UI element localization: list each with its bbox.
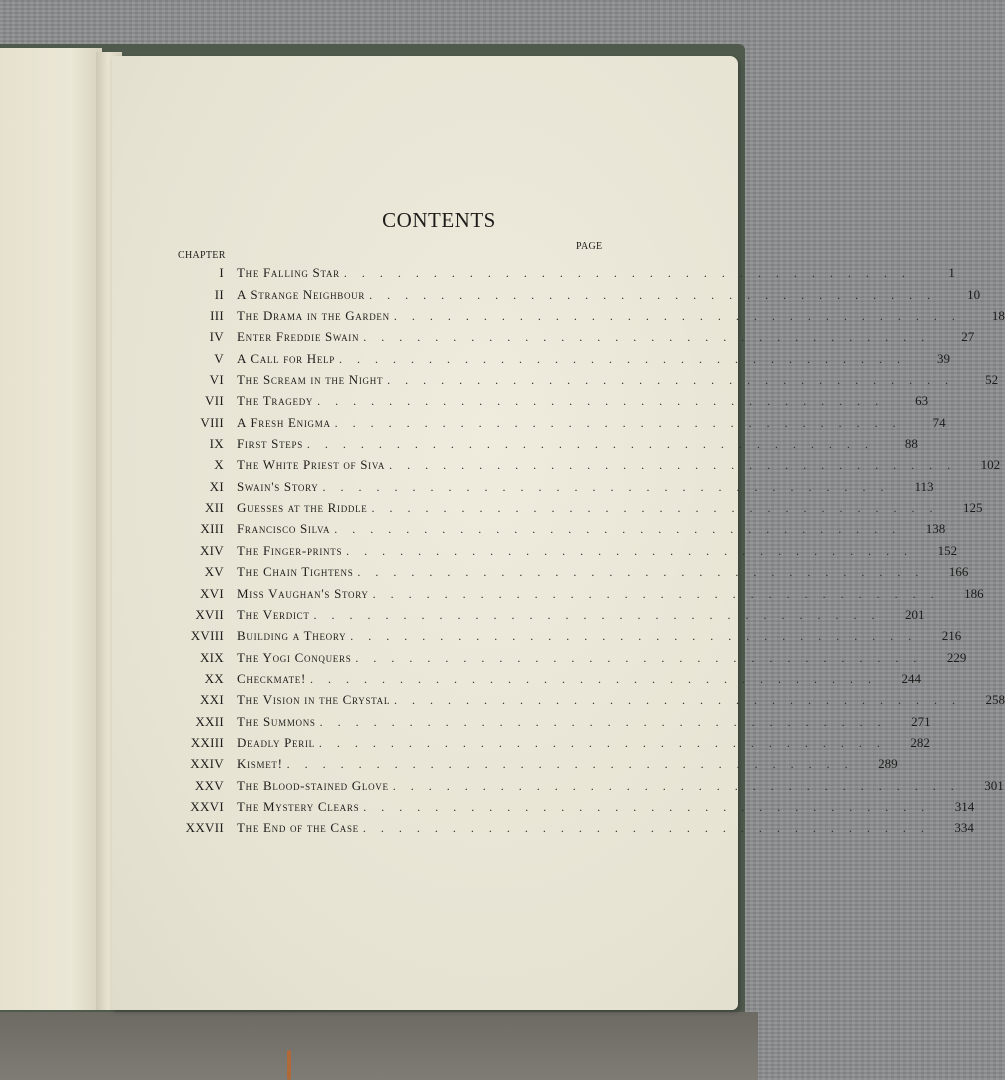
chapter-number: VIII [200,414,224,430]
toc-entry [164,260,955,281]
bookmark-ribbon [287,1050,291,1080]
left-page-edge [0,48,102,1010]
chapter-number: XIX [199,649,224,665]
toc-entry [164,388,929,409]
toc-entry [164,559,969,580]
chapter-number: XXI [199,692,224,708]
page-number: 282 [910,734,930,750]
toc-entry [164,815,974,836]
page-number: 244 [901,670,921,686]
page-number: 63 [915,393,929,409]
dot-leader: . . . . . . . . . . . . . . . . . . . . . . . . . . . . . . . . [393,309,961,324]
toc-entry [164,666,921,687]
chapter-number: VI [209,372,224,388]
dot-leader: . . . . . . . . . . . . . . . . . . . . . . . . . . . . . . . . [338,351,906,366]
page-number: 74 [932,414,946,430]
chapter-number: II [214,286,224,302]
chapter-title: A Fresh Enigma [237,414,331,430]
dot-leader: . . . . . . . . . . . . . . . . . . . . . . . . . . . . . . . . [357,565,925,580]
chapter-number: XX [204,670,224,686]
page-number: 186 [964,585,984,601]
page-number: 113 [914,478,934,494]
toc-entry [164,794,975,815]
chapter-title: Swain's Story [237,478,319,494]
chapter-number: XVI [199,585,224,601]
page-number: 52 [985,372,999,388]
chapter-number: X [214,457,224,473]
page-number: 201 [905,606,925,622]
chapter-number: IV [209,329,224,345]
chapter-title: The Vision in the Crystal [237,692,391,708]
page-number: 258 [985,692,1005,708]
toc-entry [164,281,981,302]
chapter-number: XXIII [190,734,224,750]
dot-leader: . . . . . . . . . . . . . . . . . . . . . . . . . . . . . . . . [334,415,902,430]
page-number: 125 [963,500,983,516]
chapter-number: XXVI [190,798,224,814]
chapter-title: A Call for Help [237,350,335,366]
page-number: 166 [948,564,969,580]
chapter-title: The Finger-prints [237,542,343,558]
dot-leader: . . . . . . . . . . . . . . . . . . . . . . . . . . . . . . . . [346,543,914,558]
chapter-title: Guesses at the Riddle [237,500,368,516]
dot-leader: . . . . . . . . . . . . . . . . . . . . . . . . . . . . . . . . [363,330,931,345]
page-number: 102 [980,457,1001,473]
table-surface [0,1012,758,1080]
page-number: 152 [937,542,958,558]
chapter-title: The Drama in the Garden [237,308,390,324]
contents-page-body [112,56,1005,1010]
page-number: 334 [954,820,974,836]
chapter-number: I [219,265,224,281]
page-title: CONTENTS [382,208,496,232]
page-number: 289 [878,756,898,772]
dot-leader: . . . . . . . . . . . . . . . . . . . . . . . . . . . . . . . . [387,373,955,388]
chapter-title: The Tragedy [237,393,314,409]
dot-leader: . . . . . . . . . . . . . . . . . . . . . . . . . . . . . . . . [363,799,931,814]
dot-leader: . . . . . . . . . . . . . . . . . . . . . . . . . . . . . . . . [350,629,918,644]
chapter-number: IX [209,436,224,452]
dot-leader: . . . . . . . . . . . . . . . . . . . . . . . . . . . . . . . . [322,479,890,494]
dot-leader: . . . . . . . . . . . . . . . . . . . . . . . . . . . . . . . . [355,650,923,665]
chapter-title: Francisco Silva [237,521,331,537]
chapter-title: The White Priest of Siva [237,457,386,473]
toc-entry [164,409,946,430]
chapter-title: Building a Theory [237,628,347,644]
toc-entry [164,431,918,452]
chapter-number: XVII [195,606,224,622]
chapter-title: The Blood-stained Glove [237,777,389,793]
contents-page [112,56,1005,1010]
chapter-title: A Strange Neighbour [237,286,366,302]
chapter-number: XV [204,564,224,580]
toc-entry [164,516,946,537]
toc-entry [164,367,999,388]
toc-entry [164,623,962,644]
page-number: 301 [984,777,1004,793]
chapter-column-header: CHAPTER [178,250,226,261]
page-number: 27 [961,329,975,345]
dot-leader: . . . . . . . . . . . . . . . . . . . . . . . . . . . . . . . . [334,522,902,537]
dot-leader: . . . . . . . . . . . . . . . . . . . . . . . . . . . . . . . . [394,693,962,708]
dot-leader: . . . . . . . . . . . . . . . . . . . . . . . . . . . . . . . . [343,266,911,281]
chapter-number: XIII [200,521,224,537]
toc-entry [164,452,1001,473]
page-number: 18 [991,308,1005,324]
chapter-number: XXII [195,713,224,729]
toc-entry [164,751,898,772]
page-number: 10 [967,286,981,302]
page-number: 1 [948,265,955,281]
dot-leader: . . . . . . . . . . . . . . . . . . . . . . . . . . . . . . . . [371,501,939,516]
chapter-title: The Falling Star [237,265,340,281]
dot-leader: . . . . . . . . . . . . . . . . . . . . . . . . . . . . . . . . [286,757,854,772]
toc-entry [164,687,1005,708]
page-column-header: PAGE [576,241,603,252]
dot-leader: . . . . . . . . . . . . . . . . . . . . . . . . . . . . . . . . [318,735,886,750]
dot-leader: . . . . . . . . . . . . . . . . . . . . . . . . . . . . . . . . [372,586,940,601]
chapter-title: The Mystery Clears [237,798,360,814]
toc-entry [164,730,930,751]
chapter-title: The Chain Tightens [237,564,354,580]
toc-entry [164,772,1004,793]
chapter-title: Kismet! [237,756,283,772]
chapter-number: VII [205,393,224,409]
toc-entry [164,495,983,516]
page-number: 229 [946,649,967,665]
chapter-title: First Steps [237,436,303,452]
toc-entry [164,644,967,665]
table-of-contents [164,260,1005,836]
chapter-number: XXVII [185,820,224,836]
chapter-title: The Summons [237,713,316,729]
toc-entry [164,708,931,729]
chapter-number: XXIV [190,756,224,772]
page-number: 314 [954,798,975,814]
toc-entry [164,324,975,345]
toc-entry [164,580,984,601]
chapter-title: The Yogi Conquers [237,649,352,665]
toc-entry [164,303,1005,324]
toc-entry [164,602,925,623]
page-number: 88 [904,436,918,452]
chapter-title: The End of the Case [237,820,359,836]
chapter-number: XI [209,478,224,494]
dot-leader: . . . . . . . . . . . . . . . . . . . . . . . . . . . . . . . . [317,394,885,409]
chapter-number: III [210,308,224,324]
chapter-title: The Scream in the Night [237,372,384,388]
chapter-title: Miss Vaughan's Story [237,585,369,601]
chapter-number: XXV [194,777,224,793]
page-number: 216 [941,628,962,644]
chapter-title: The Verdict [237,606,310,622]
chapter-title: Checkmate! [237,670,306,686]
dot-leader: . . . . . . . . . . . . . . . . . . . . . . . . . . . . . . . . [313,607,881,622]
dot-leader: . . . . . . . . . . . . . . . . . . . . . . . . . . . . . . . . [362,821,930,836]
chapter-title: Deadly Peril [237,734,315,750]
chapter-title: Enter Freddie Swain [237,329,360,345]
toc-entry [164,345,950,366]
dot-leader: . . . . . . . . . . . . . . . . . . . . . . . . . . . . . . . . [310,671,877,686]
dot-leader: . . . . . . . . . . . . . . . . . . . . . . . . . . . . . . . . [369,287,937,302]
chapter-number: XVIII [190,628,224,644]
page-number: 271 [911,713,931,729]
page-number: 39 [936,350,950,366]
toc-entry [164,537,958,558]
dot-leader: . . . . . . . . . . . . . . . . . . . . . . . . . . . . . . . . [319,714,887,729]
chapter-number: V [214,350,224,366]
toc-entry [164,473,934,494]
chapter-number: XIV [199,542,224,558]
chapter-number: XII [205,500,224,516]
dot-leader: . . . . . . . . . . . . . . . . . . . . . . . . . . . . . . . . [389,458,957,473]
dot-leader: . . . . . . . . . . . . . . . . . . . . . . . . . . . . . . . . [392,778,960,793]
page-number: 138 [925,521,946,537]
dot-leader: . . . . . . . . . . . . . . . . . . . . . . . . . . . . . . . . [306,437,874,452]
